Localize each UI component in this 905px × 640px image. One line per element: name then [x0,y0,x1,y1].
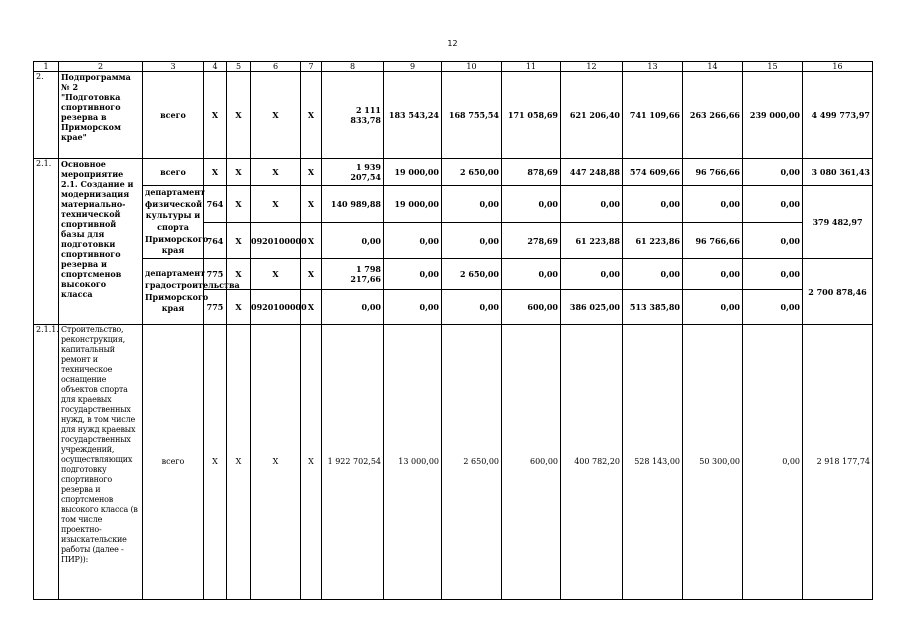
value-cell: 19 000,00 [384,159,442,186]
cell: X [227,159,251,186]
value-cell: 0,00 [743,259,803,290]
value-cell: 168 755,54 [442,72,502,159]
table-row [34,325,873,600]
cell: X [301,290,322,325]
cell: X [204,325,227,600]
column-number: 11 [502,62,561,72]
column-number: 13 [623,62,683,72]
value-cell: 400 782,20 [561,325,623,600]
value-cell: 0,00 [322,223,384,259]
page-number: 12 [447,39,458,48]
department-name: департамент физической культуры и спорта Приморского края [143,186,204,259]
cell: X [204,159,227,186]
value-cell: 96 766,66 [683,159,743,186]
cell: X [227,186,251,223]
value-cell: 239 000,00 [743,72,803,159]
value-cell: 61 223,86 [623,223,683,259]
row-number: 2.1.1. [34,325,59,600]
value-cell: 2 650,00 [442,325,502,600]
column-number: 10 [442,62,502,72]
value-cell: 513 385,80 [623,290,683,325]
value-cell: 0,00 [743,186,803,223]
table-row [34,72,873,159]
cell: 0920100000 [251,223,301,259]
value-cell: 0,00 [442,186,502,223]
column-number-row [34,62,873,72]
cell: X [301,186,322,223]
value-cell: 1 798 217,66 [322,259,384,290]
value-cell: 13 000,00 [384,325,442,600]
table-row [34,259,873,290]
cell: X [227,325,251,600]
value-cell: 741 109,66 [623,72,683,159]
value-cell: 0,00 [384,290,442,325]
cell: X [204,72,227,159]
total-label: всего [143,159,204,186]
column-number: 8 [322,62,384,72]
cell: X [251,259,301,290]
cell: 775 [204,259,227,290]
column-number: 15 [743,62,803,72]
value-cell: 0,00 [683,186,743,223]
column-number: 2 [59,62,143,72]
cell: X [227,223,251,259]
table-row [34,159,873,186]
value-cell: 2 918 177,74 [803,325,873,600]
value-cell: 0,00 [384,259,442,290]
value-cell: 2 650,00 [442,259,502,290]
value-cell: 4 499 773,97 [803,72,873,159]
cell: X [251,186,301,223]
row-number: 2. [34,72,59,159]
cell: X [227,290,251,325]
column-number: 7 [301,62,322,72]
total-label: всего [143,325,204,600]
value-cell: 96 766,66 [683,223,743,259]
value-cell: 0,00 [322,290,384,325]
value-cell: 574 609,66 [623,159,683,186]
value-cell: 61 223,88 [561,223,623,259]
value-cell: 0,00 [743,325,803,600]
value-cell: 386 025,00 [561,290,623,325]
value-cell: 0,00 [502,186,561,223]
value-cell: 0,00 [683,290,743,325]
table-row [34,186,873,223]
value-cell: 0,00 [442,223,502,259]
cell: X [301,72,322,159]
column-number: 14 [683,62,743,72]
row-title: Основное мероприятие 2.1. Создание и модернизация материально-технической спортивной базы для подготовки спортивного резерва и спортсменов высокого класса [59,159,143,325]
value-cell: 263 266,66 [683,72,743,159]
cell: 764 [204,223,227,259]
value-cell: 621 206,40 [561,72,623,159]
cell: 0920100000 [251,290,301,325]
value-cell: 2 650,00 [442,159,502,186]
cell: X [301,259,322,290]
column-number: 6 [251,62,301,72]
value-cell: 0,00 [743,223,803,259]
value-cell: 447 248,88 [561,159,623,186]
column-number: 16 [803,62,873,72]
value-cell: 528 143,00 [623,325,683,600]
column-number: 4 [204,62,227,72]
column-number: 5 [227,62,251,72]
value-cell: 183 543,24 [384,72,442,159]
value-cell: 600,00 [502,290,561,325]
cell: X [301,223,322,259]
cell: X [301,325,322,600]
cell: X [227,72,251,159]
value-cell: 171 058,69 [502,72,561,159]
value-cell: 0,00 [442,290,502,325]
cell: 775 [204,290,227,325]
value-cell: 0,00 [561,259,623,290]
cell: X [251,72,301,159]
department-total: 2 700 878,46 [803,259,873,325]
total-label: всего [143,72,204,159]
value-cell: 0,00 [683,259,743,290]
value-cell: 0,00 [623,186,683,223]
column-number: 12 [561,62,623,72]
value-cell: 0,00 [384,223,442,259]
value-cell: 0,00 [743,290,803,325]
row-title: Подпрограмма № 2 "Подготовка спортивного резерва в Приморском крае" [59,72,143,159]
value-cell: 600,00 [502,325,561,600]
column-number: 1 [34,62,59,72]
column-number: 9 [384,62,442,72]
value-cell: 0,00 [561,186,623,223]
cell: X [227,259,251,290]
budget-table [33,61,873,600]
value-cell: 2 111 833,78 [322,72,384,159]
value-cell: 50 300,00 [683,325,743,600]
value-cell: 0,00 [623,259,683,290]
value-cell: 1 939 207,54 [322,159,384,186]
cell: X [251,325,301,600]
row-title: Строительство, реконструкция, капитальный ремонт и техническое оснащение объектов спорта для краевых государственных нужд, в том числе для нужд краевых государственных учреждений, осуществляющих подготовку спортивного резерва и спортсменов высокого класса (в том числе проектно-изыскательские работы (далее - ПИР)): [59,325,143,600]
column-number: 3 [143,62,204,72]
value-cell: 19 000,00 [384,186,442,223]
value-cell: 278,69 [502,223,561,259]
value-cell: 0,00 [743,159,803,186]
value-cell: 1 922 702,54 [322,325,384,600]
cell: X [301,159,322,186]
value-cell: 3 080 361,43 [803,159,873,186]
value-cell: 140 989,88 [322,186,384,223]
cell: X [251,159,301,186]
cell: 764 [204,186,227,223]
row-number: 2.1. [34,159,59,325]
department-total: 379 482,97 [803,186,873,259]
value-cell: 878,69 [502,159,561,186]
value-cell: 0,00 [502,259,561,290]
department-name: департамент градостроительства Приморского края [143,259,204,325]
